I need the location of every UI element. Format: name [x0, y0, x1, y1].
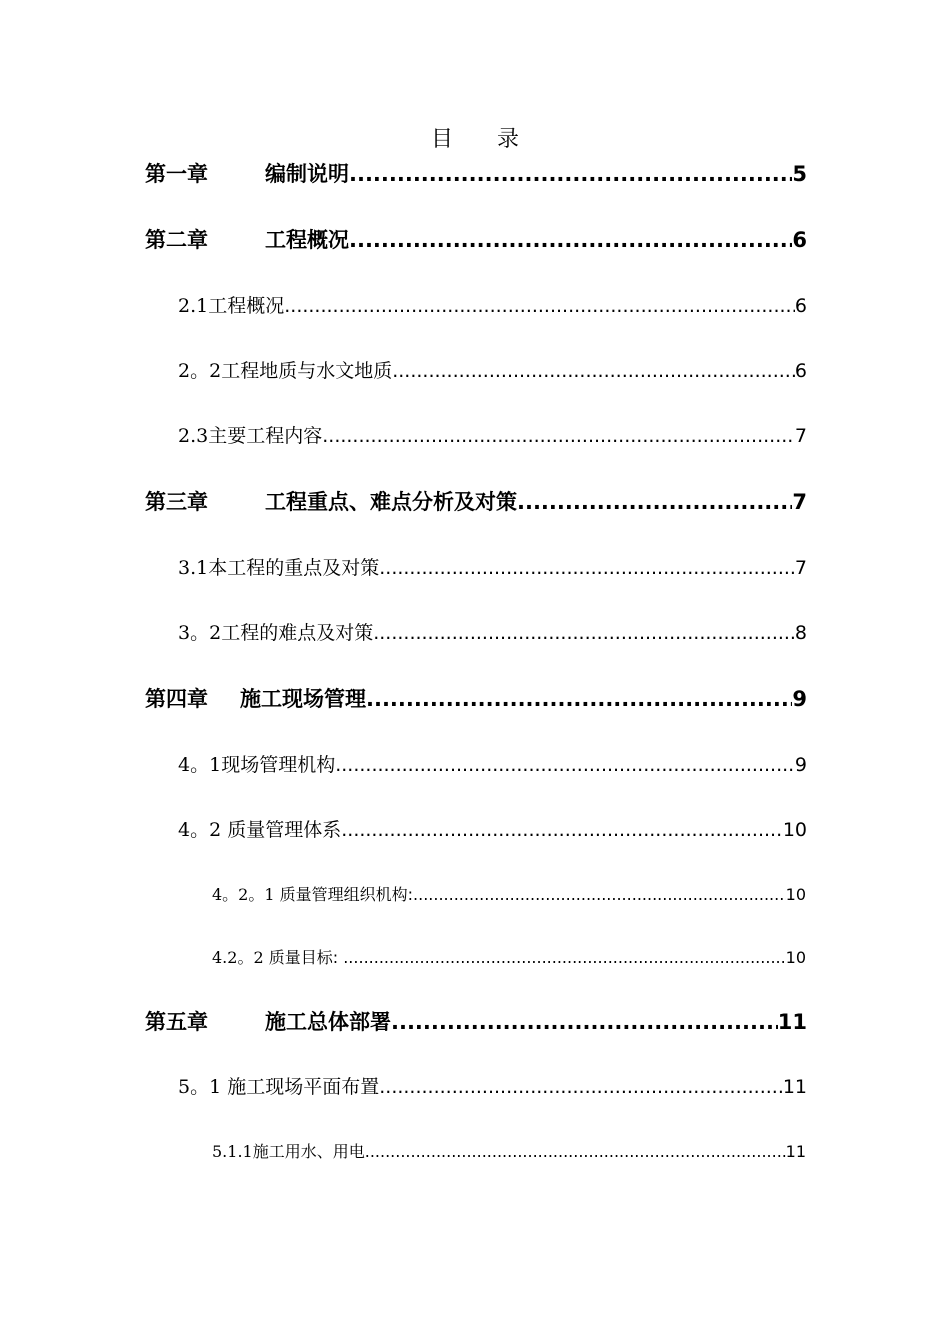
toc-entry-4-1[interactable] [178, 756, 807, 775]
toc-section-number: 3.1 [178, 557, 209, 579]
toc-entry-4-2[interactable] [178, 821, 807, 840]
toc-page-number: 6 [794, 295, 807, 317]
toc-entry-chapter-2[interactable] [145, 230, 807, 251]
toc-entry-2-3[interactable] [178, 427, 807, 446]
toc-entry-chapter-4[interactable] [145, 689, 807, 710]
toc-leader-dots [349, 230, 792, 251]
toc-entry-title: 主要工程内容 [208, 425, 323, 447]
toc-entry-title: 工程重点、难点分析及对策 [265, 490, 517, 514]
toc-leader-dots [379, 1078, 783, 1097]
toc-leader-dots [373, 624, 795, 643]
toc-page-number: 11 [782, 1076, 807, 1098]
toc-entry-3-2[interactable] [178, 624, 807, 643]
toc-page-number: 7 [794, 425, 807, 447]
toc-page-number: 11 [777, 1010, 807, 1034]
toc-entry-chapter-1[interactable] [145, 164, 807, 185]
toc-section-number: 2.1 [178, 295, 209, 317]
toc-entry-title: 施工用水、用电 [252, 1142, 365, 1161]
toc-page-number: 10 [785, 885, 806, 904]
toc-entry-5-1-1[interactable] [212, 1144, 806, 1160]
toc-entry-title: 质量管理组织机构: [274, 885, 414, 904]
toc-title-left: 目 [430, 127, 453, 152]
toc-leader-dots [341, 821, 783, 840]
toc-leader-dots [349, 164, 792, 185]
toc-page-number: 9 [792, 687, 807, 711]
toc-chapter-label: 第三章 [145, 490, 208, 514]
toc-leader-dots [322, 427, 795, 446]
toc-section-number: 4。1 [178, 754, 222, 776]
toc-page-number: 7 [792, 490, 807, 514]
toc-chapter-label: 第五章 [145, 1010, 208, 1034]
toc-page-number: 9 [794, 754, 807, 776]
toc-page-number: 5 [792, 162, 807, 186]
toc-section-number: 5。1 [178, 1076, 222, 1098]
toc-leader-dots [391, 1012, 778, 1033]
toc-title-right: 录 [497, 127, 520, 152]
toc-entry-title: 编制说明 [265, 162, 349, 186]
toc-entry-title: 本工程的重点及对策 [208, 557, 380, 579]
toc-entry-title: 施工现场平面布置 [221, 1076, 380, 1098]
toc-leader-dots [517, 492, 792, 513]
toc-entry-2-2[interactable] [178, 362, 807, 381]
toc-leader-dots [413, 887, 786, 903]
toc-entry-title: 工程概况 [208, 295, 285, 317]
toc-page-number: 6 [792, 228, 807, 252]
toc-leader-dots [284, 297, 795, 316]
toc-page-number: 8 [794, 622, 807, 644]
toc-chapter-label: 第二章 [145, 228, 208, 252]
toc-section-number: 2.3 [178, 425, 209, 447]
toc-entry-2-1[interactable] [178, 297, 807, 316]
toc-section-number: 4.2。2 [212, 948, 264, 967]
toc-entry-chapter-5[interactable] [145, 1012, 807, 1033]
toc-leader-dots [365, 1144, 786, 1160]
toc-entry-3-1[interactable] [178, 559, 807, 578]
toc-entry-title: 质量管理体系 [221, 819, 342, 841]
toc-page-number: 7 [794, 557, 807, 579]
toc-page-number: 6 [794, 360, 807, 382]
toc-entry-title: 工程概况 [265, 228, 349, 252]
toc-entry-4-2-1[interactable] [212, 887, 806, 903]
toc-entry-title: 工程的难点及对策 [221, 622, 374, 644]
toc-section-number: 4。2。1 [212, 885, 275, 904]
toc-chapter-label: 第一章 [145, 162, 208, 186]
toc-leader-dots [335, 756, 795, 775]
toc-entry-title: 质量目标: [263, 948, 344, 967]
toc-entry-title: 工程地质与水文地质 [221, 360, 393, 382]
toc-section-number: 3。2 [178, 622, 222, 644]
toc-entry-title: 现场管理机构 [221, 754, 336, 776]
toc-entry-4-2-2[interactable] [212, 950, 806, 966]
toc-title [0, 122, 950, 153]
toc-leader-dots [343, 950, 785, 966]
toc-leader-dots [379, 559, 795, 578]
toc-leader-dots [366, 689, 792, 710]
toc-page-number: 10 [782, 819, 807, 841]
toc-chapter-label: 第四章 [145, 687, 208, 711]
toc-entry-5-1[interactable] [178, 1078, 807, 1097]
toc-section-number: 5.1.1 [212, 1142, 253, 1161]
toc-section-number: 2。2 [178, 360, 222, 382]
toc-page-number: 10 [785, 948, 806, 967]
toc-entry-title: 施工现场管理 [240, 687, 366, 711]
toc-section-number: 4。2 [178, 819, 222, 841]
toc-page-number: 11 [785, 1142, 806, 1161]
toc-entry-chapter-3[interactable] [145, 492, 807, 513]
toc-entry-title: 施工总体部署 [265, 1010, 391, 1034]
toc-leader-dots [392, 362, 795, 381]
